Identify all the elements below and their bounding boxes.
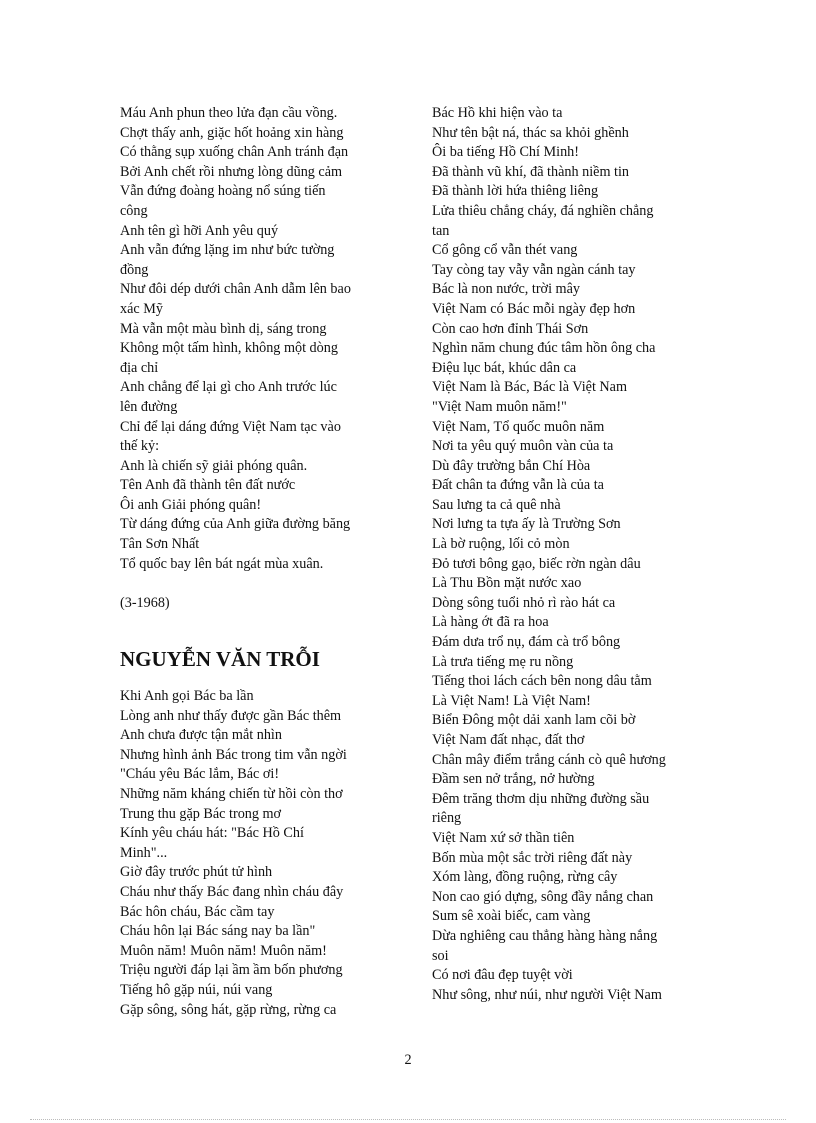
poem-line: Tiếng thoi lách cách bên nong dâu tằm bbox=[432, 673, 652, 690]
poem-line: riêng bbox=[432, 810, 462, 827]
poem-date: (3-1968) bbox=[120, 594, 170, 611]
poem-line: "Việt Nam muôn năm!" bbox=[432, 398, 567, 415]
poem-line: Là Việt Nam! Là Việt Nam! bbox=[432, 692, 591, 709]
poem-line: Điệu lục bát, khúc dân ca bbox=[432, 359, 577, 376]
poem-line: Dừa nghiêng cau thẳng hàng hàng nắng bbox=[432, 927, 658, 944]
poem-line: Bác Hồ khi hiện vào ta bbox=[432, 105, 563, 121]
poem-line: Anh vẫn đứng lặng im như bức tường bbox=[120, 242, 335, 259]
poem-line: soi bbox=[432, 947, 449, 964]
poem-line: Việt Nam có Bác mỗi ngày đẹp hơn bbox=[432, 300, 636, 317]
poem-line: địa chỉ bbox=[120, 359, 159, 376]
poem-line: Kính yêu cháu hát: "Bác Hồ Chí bbox=[120, 825, 304, 842]
poem-line: Muôn năm! Muôn năm! Muôn năm! bbox=[120, 942, 327, 959]
poem-line: Là bờ ruộng, lối cỏ mòn bbox=[432, 536, 570, 553]
poem-line: Sum sê xoài biếc, cam vàng bbox=[432, 908, 591, 925]
poem-line: Đám dưa trổ nụ, đám cà trổ bông bbox=[432, 634, 621, 651]
poem-line: Ôi anh Giải phóng quân! bbox=[120, 496, 262, 513]
poem-line: Bởi Anh chết rồi nhưng lòng dũng cảm bbox=[120, 163, 343, 180]
poem-line: lên đường bbox=[120, 398, 178, 415]
poem-line: Sau lưng ta cả quê nhà bbox=[432, 496, 561, 513]
poem-line: Nơi ta yêu quý muôn vàn của ta bbox=[432, 438, 614, 455]
page-bottom-divider bbox=[30, 1119, 786, 1120]
poem-line: Vẫn đứng đoàng hoàng nổ súng tiến bbox=[120, 183, 326, 200]
poem1-lines bbox=[120, 104, 385, 574]
poem-line: Tân Sơn Nhất bbox=[120, 536, 200, 553]
poem-line: Như tên bật ná, thác sa khỏi ghềnh bbox=[432, 124, 629, 141]
poem-line: xác Mỹ bbox=[120, 300, 163, 317]
poem-line: Bác là non nước, trời mây bbox=[432, 281, 580, 298]
spacer bbox=[120, 633, 385, 645]
poem-line: Ôi ba tiếng Hồ Chí Minh! bbox=[432, 144, 579, 161]
poem2-left-lines bbox=[120, 687, 385, 1020]
poem-line: Bốn mùa một sắc trời riêng đất này bbox=[432, 849, 633, 866]
poem-line: Bác hôn cháu, Bác cầm tay bbox=[120, 903, 275, 920]
poem-line: đồng bbox=[120, 261, 149, 278]
poem-line: Non cao gió dựng, sông đầy nắng chan bbox=[432, 888, 654, 905]
poem-line: Chân mây điểm trắng cánh cò quê hương bbox=[432, 751, 666, 768]
poem-line: Đất chân ta đứng vẫn là của ta bbox=[432, 477, 604, 494]
poem-line: Có thằng sụp xuống chân Anh tránh đạn bbox=[120, 144, 349, 161]
poem-line: Máu Anh phun theo lửa đạn cầu vồng. bbox=[120, 105, 338, 121]
poem-line: Lửa thiêu chẳng cháy, đá nghiền chẳng bbox=[432, 202, 654, 219]
poem-line: Dù đây trường bắn Chí Hòa bbox=[432, 457, 591, 474]
left-column bbox=[120, 104, 385, 1020]
poem-line: công bbox=[120, 202, 148, 219]
spacer bbox=[120, 574, 385, 594]
poem-line: Là hàng ớt đã ra hoa bbox=[432, 614, 549, 631]
poem-line: Việt Nam là Bác, Bác là Việt Nam bbox=[432, 379, 628, 396]
poem-line: Còn cao hơn đỉnh Thái Sơn bbox=[432, 320, 589, 337]
poem-line: Giờ đây trước phút tử hình bbox=[120, 864, 273, 881]
poem-line: Cháu như thấy Bác đang nhìn cháu đây bbox=[120, 883, 344, 900]
poem-line: Đã thành vũ khí, đã thành niềm tin bbox=[432, 163, 630, 180]
poem-line: Mà vẫn một màu bình dị, sáng trong bbox=[120, 320, 327, 337]
poem-line: "Cháu yêu Bác lắm, Bác ơi! bbox=[120, 766, 280, 783]
poem-line: Anh chẳng để lại gì cho Anh trước lúc bbox=[120, 379, 337, 396]
poem-line: Đỏ tươi bông gạo, biếc rờn ngàn dâu bbox=[432, 555, 641, 572]
spacer bbox=[120, 613, 385, 633]
poem-line: Gặp sông, sông hát, gặp rừng, rừng ca bbox=[120, 1001, 337, 1018]
poem-line: Triệu người đáp lại ầm ầm bốn phương bbox=[120, 962, 343, 979]
poem-line: Đêm trăng thơm dịu những đường sầu bbox=[432, 790, 650, 807]
poem-line: Là Thu Bồn mặt nước xao bbox=[432, 575, 582, 592]
poem-line: Anh là chiến sỹ giải phóng quân. bbox=[120, 457, 308, 474]
poem-line: Đã thành lời hứa thiêng liêng bbox=[432, 183, 599, 200]
poem-line: Chợt thấy anh, giặc hốt hoảng xin hàng bbox=[120, 124, 344, 141]
poem-line: Cổ gông cổ vẫn thét vang bbox=[432, 242, 578, 259]
poem-line: Khi Anh gọi Bác ba lần bbox=[120, 688, 254, 705]
poem-line: Từ dáng đứng của Anh giữa đường băng bbox=[120, 516, 351, 533]
poem-line: Anh tên gì hỡi Anh yêu quý bbox=[120, 222, 279, 239]
poem-line: Biển Đông một dải xanh lam cõi bờ bbox=[432, 712, 636, 729]
poem-title: NGUYỄN VĂN TRỖI bbox=[120, 647, 320, 672]
right-column bbox=[432, 104, 702, 1005]
poem-line: Như đôi dép dưới chân Anh dẫm lên bao bbox=[120, 281, 351, 298]
poem-line: Nghìn năm chung đúc tâm hồn ông cha bbox=[432, 340, 656, 357]
poem-line: Cháu hôn lại Bác sáng nay ba lần" bbox=[120, 923, 316, 940]
poem-line: tan bbox=[432, 222, 450, 239]
poem-line: Đầm sen nở trắng, nở hường bbox=[432, 771, 595, 788]
poem-line: thế kỷ: bbox=[120, 438, 160, 455]
poem-line: Lòng anh như thấy được gần Bác thêm bbox=[120, 707, 342, 724]
poem-line: Trung thu gặp Bác trong mơ bbox=[120, 805, 282, 822]
poem-line: Như sông, như núi, như người Việt Nam bbox=[432, 986, 662, 1003]
poem-line: Anh chưa được tận mắt nhìn bbox=[120, 727, 282, 744]
poem-line: Tiếng hô gặp núi, núi vang bbox=[120, 981, 273, 998]
poem-line: Dòng sông tuổi nhỏ rì rào hát ca bbox=[432, 594, 616, 611]
poem-line: Không một tấm hình, không một dòng bbox=[120, 340, 338, 357]
poem-line: Là trưa tiếng mẹ ru nồng bbox=[432, 653, 574, 670]
poem-line: Minh"... bbox=[120, 844, 168, 861]
poem-line: Có nơi đâu đẹp tuyệt vời bbox=[432, 967, 573, 984]
poem-line: Những năm kháng chiến từ hồi còn thơ bbox=[120, 786, 343, 802]
poem-line: Xóm làng, đồng ruộng, rừng cây bbox=[432, 869, 618, 886]
page-number: 2 bbox=[404, 1052, 412, 1068]
poem-line: Chỉ để lại dáng đứng Việt Nam tạc vào bbox=[120, 418, 341, 435]
poem-line: Nhưng hình ảnh Bác trong tim vẫn ngời bbox=[120, 746, 347, 763]
poem-line: Tay còng tay vẫy vẫn ngàn cánh tay bbox=[432, 261, 636, 278]
poem-line: Nơi lưng ta tựa ấy là Trường Sơn bbox=[432, 516, 621, 533]
poem-line: Việt Nam đất nhạc, đất thơ bbox=[432, 732, 585, 748]
poem-line: Tên Anh đã thành tên đất nước bbox=[120, 477, 296, 494]
poem-line: Việt Nam xứ sở thần tiên bbox=[432, 829, 575, 846]
poem-line: Tổ quốc bay lên bát ngát mùa xuân. bbox=[120, 555, 324, 572]
poem2-right-lines bbox=[432, 104, 702, 1005]
poem-line: Việt Nam, Tổ quốc muôn năm bbox=[432, 418, 605, 435]
